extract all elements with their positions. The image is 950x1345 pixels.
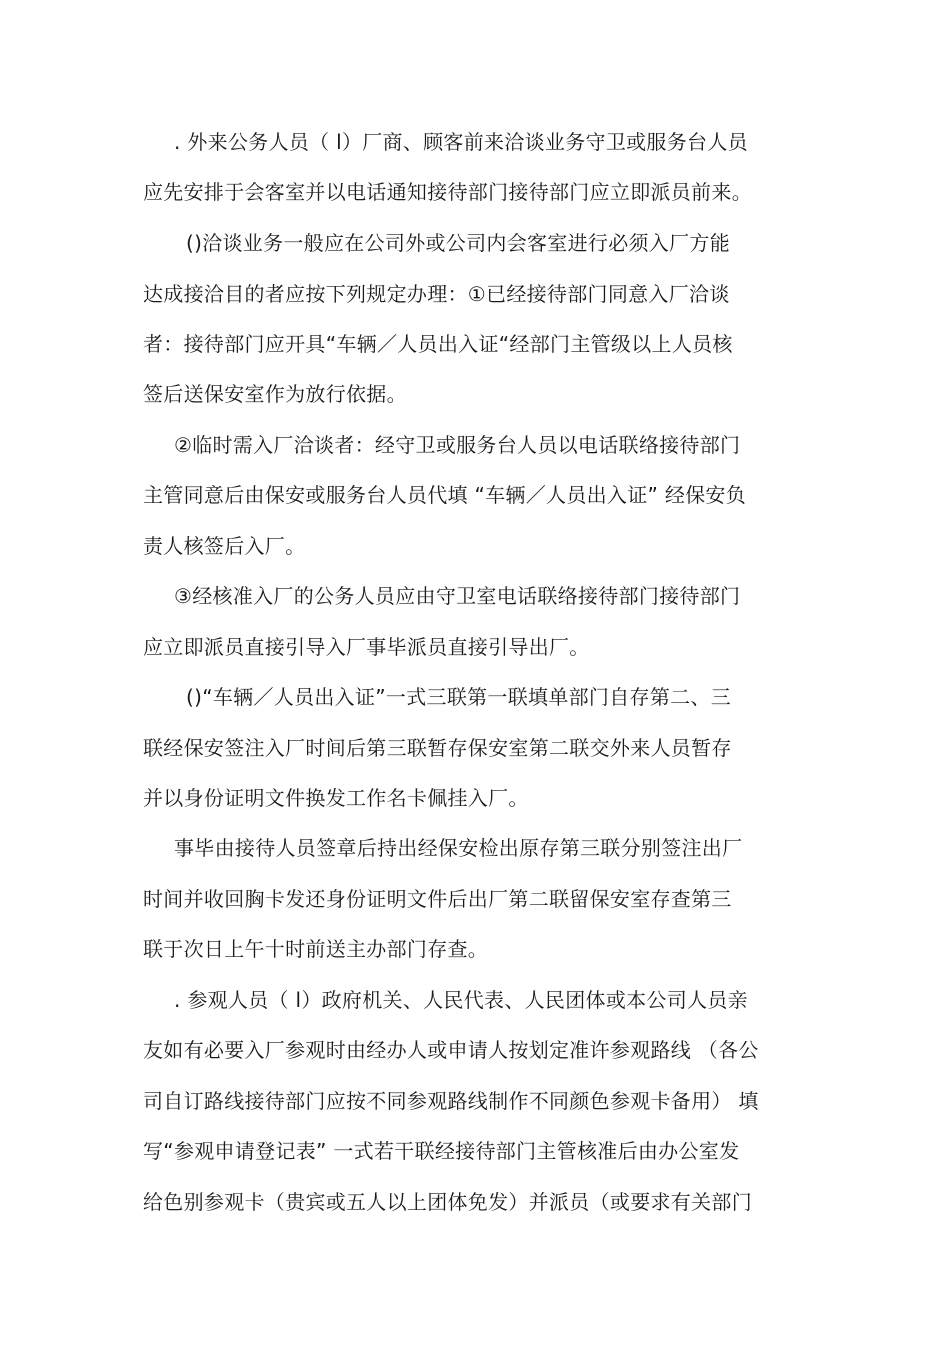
text-line: 应先安排于会客室并以电话通知接待部门接待部门应立即派员前来。 <box>143 180 752 204</box>
text-line: 责人核签后入厂。 <box>143 534 306 558</box>
text-line: 应立即派员直接引导入厂事毕派员直接引导出厂。 <box>143 635 590 659</box>
text-line: . 外来公务人员（ l）厂商、顾客前来洽谈业务守卫或服务台人员 <box>174 130 748 154</box>
text-line: 写“参观申请登记表” 一式若干联经接待部门主管核准后由办公室发 <box>143 1139 740 1163</box>
text-line: 主管同意后由保安或服务台人员代填 “车辆／人员出入证” 经保安负 <box>143 483 747 507</box>
text-line: 联于次日上午十时前送主办部门存查。 <box>143 937 489 961</box>
text-line: 并以身份证明文件换发工作名卡佩挂入厂。 <box>143 786 529 810</box>
text-line: . 参观人员（ l）政府机关、人民代表、人民团体或本公司人员亲 <box>174 988 748 1012</box>
text-line: 给色别参观卡（贵宾或五人以上团体免发）并派员（或要求有关部门 <box>143 1190 752 1214</box>
text-line: 达成接洽目的者应按下列规定办理：①已经接待部门同意入厂洽谈 <box>143 282 730 306</box>
text-line: 司自订路线接待部门应按不同参观路线制作不同颜色参观卡备用） 填 <box>143 1089 759 1113</box>
text-line: 签后送保安室作为放行依据。 <box>143 382 407 406</box>
text-line: 者：接待部门应开具“车辆／人员出入证“经部门主管级以上人员核 <box>143 332 733 356</box>
text-line: ()洽谈业务一般应在公司外或公司内会客室进行必须入厂方能 <box>186 231 731 255</box>
text-line: 事毕由接待人员签章后持出经保安检出原存第三联分别签注出厂 <box>174 836 743 860</box>
text-line: 联经保安签注入厂时间后第三联暂存保安室第二联交外来人员暂存 <box>143 736 732 760</box>
text-line: ②临时需入厂洽谈者：经守卫或服务台人员以电话联络接待部门 <box>174 433 741 457</box>
text-line: 时间并收回胸卡发还身份证明文件后出厂第二联留保安室存查第三 <box>143 887 732 911</box>
text-line: 友如有必要入厂参观时由经办人或申请人按划定准许参观路线 （各公 <box>143 1038 759 1062</box>
text-line: ③经核准入厂的公务人员应由守卫室电话联络接待部门接待部门 <box>174 584 741 608</box>
text-line: ()“车辆／人员出入证”一式三联第一联填单部门自存第二、三 <box>186 685 732 709</box>
